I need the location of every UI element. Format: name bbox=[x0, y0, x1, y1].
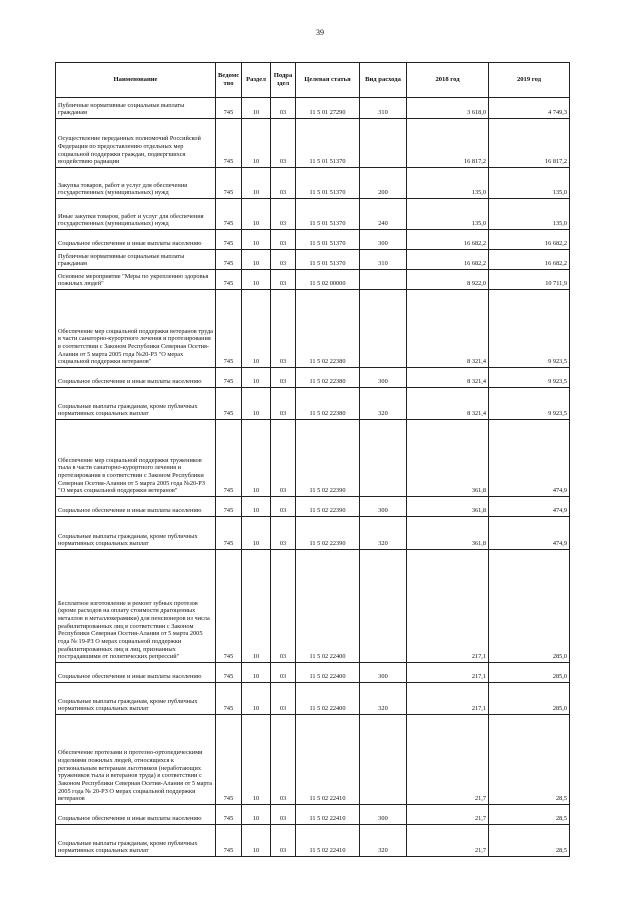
table-row bbox=[56, 420, 570, 497]
expense-type-cell: 320 bbox=[360, 683, 407, 715]
razdel-cell: 10 bbox=[242, 270, 271, 290]
razdel-cell: 10 bbox=[242, 168, 271, 199]
expense-type-cell: 300 bbox=[360, 805, 407, 825]
podrazdel-cell: 03 bbox=[271, 805, 296, 825]
amount-2019-cell: 10 711,9 bbox=[489, 270, 570, 290]
amount-2019-cell: 9 923,5 bbox=[489, 290, 570, 368]
target-article-cell: 11 5 02 22410 bbox=[296, 825, 360, 857]
ved-cell: 745 bbox=[216, 368, 242, 388]
razdel-cell: 10 bbox=[242, 683, 271, 715]
razdel-cell: 10 bbox=[242, 250, 271, 270]
row-name-cell: Обеспечение протезами и протезно-ортопедическими изделиями пожилых людей, относящихся к региональным ветеранам льготников (неработающих тружеников тыла и ветеранов труда) в соответствии с Законом Республики Северная Осетия-Алания от 5 марта 2005 года № 20-РЗ О мерах социальной поддержки ветеранов bbox=[56, 715, 216, 805]
table-row bbox=[56, 497, 570, 517]
ved-cell: 745 bbox=[216, 290, 242, 368]
table-row bbox=[56, 825, 570, 857]
ved-cell: 745 bbox=[216, 663, 242, 683]
podrazdel-cell: 03 bbox=[271, 98, 296, 119]
amount-2019-cell: 474,9 bbox=[489, 497, 570, 517]
razdel-cell: 10 bbox=[242, 805, 271, 825]
amount-2018-cell: 361,8 bbox=[407, 420, 489, 497]
expense-type-cell: 300 bbox=[360, 663, 407, 683]
expense-type-cell: 310 bbox=[360, 250, 407, 270]
row-name-cell: Закупка товаров, работ и услуг для обеспечения государственных (муниципальных) нужд bbox=[56, 168, 216, 199]
razdel-cell: 10 bbox=[242, 497, 271, 517]
expense-type-cell bbox=[360, 270, 407, 290]
row-name-cell: Социальные выплаты гражданам, кроме публичных нормативных социальных выплат bbox=[56, 683, 216, 715]
row-name-cell: Социальное обеспечение и иные выплаты населению bbox=[56, 663, 216, 683]
target-article-cell: 11 5 02 22380 bbox=[296, 388, 360, 420]
podrazdel-cell: 03 bbox=[271, 168, 296, 199]
podrazdel-cell: 03 bbox=[271, 368, 296, 388]
target-article-cell: 11 5 02 22400 bbox=[296, 663, 360, 683]
amount-2018-cell: 3 618,0 bbox=[407, 98, 489, 119]
expense-type-cell: 200 bbox=[360, 168, 407, 199]
amount-2019-cell: 9 923,5 bbox=[489, 388, 570, 420]
row-name-cell: Социальные выплаты гражданам, кроме публичных нормативных социальных выплат bbox=[56, 825, 216, 857]
target-article-cell: 11 5 02 22390 bbox=[296, 517, 360, 550]
row-name-cell: Бесплатное изготовление и ремонт зубных протезов (кроме расходов на оплату стоимости драгоценных металлов и металлокерамики) для пенсионеров из числа реабилитированных лиц в соответствии с Законом Республики Северная Осетия-Алания от 5 марта 2005 года № 19-РЗ О мерах социальной поддержки реабилитированных лиц и лиц, признанных пострадавшими от политических репрессий" bbox=[56, 550, 216, 663]
ved-cell: 745 bbox=[216, 270, 242, 290]
column-header-2018: 2018 год bbox=[407, 63, 489, 98]
table-header-row bbox=[56, 63, 570, 98]
amount-2019-cell: 16 817,2 bbox=[489, 119, 570, 168]
table-row bbox=[56, 805, 570, 825]
amount-2018-cell: 361,8 bbox=[407, 517, 489, 550]
amount-2018-cell: 8 922,0 bbox=[407, 270, 489, 290]
table-row bbox=[56, 270, 570, 290]
row-name-cell: Социальное обеспечение и иные выплаты населению bbox=[56, 230, 216, 250]
expense-type-cell bbox=[360, 715, 407, 805]
target-article-cell: 11 5 02 22380 bbox=[296, 368, 360, 388]
row-name-cell: Обеспечение мер социальной поддержки ветеранов труда в части санаторно-курортного лечения и протезирования в соответствии с Законом Республики Северная Осетия-Алания от 5 марта 2005 года №20-РЗ "О мерах социальной поддержки ветеранов" bbox=[56, 290, 216, 368]
amount-2019-cell: 474,9 bbox=[489, 420, 570, 497]
table-row bbox=[56, 98, 570, 119]
amount-2018-cell: 8 321,4 bbox=[407, 368, 489, 388]
expense-type-cell bbox=[360, 119, 407, 168]
ved-cell: 745 bbox=[216, 825, 242, 857]
row-name-cell: Социальные выплаты гражданам, кроме публичных нормативных социальных выплат bbox=[56, 388, 216, 420]
table-row bbox=[56, 230, 570, 250]
column-header-ved: Ведомс тво bbox=[216, 63, 242, 98]
podrazdel-cell: 03 bbox=[271, 250, 296, 270]
table-body bbox=[56, 98, 570, 857]
amount-2018-cell: 361,8 bbox=[407, 497, 489, 517]
podrazdel-cell: 03 bbox=[271, 517, 296, 550]
amount-2019-cell: 16 682,2 bbox=[489, 230, 570, 250]
table-row bbox=[56, 168, 570, 199]
razdel-cell: 10 bbox=[242, 517, 271, 550]
razdel-cell: 10 bbox=[242, 230, 271, 250]
target-article-cell: 11 5 02 22410 bbox=[296, 715, 360, 805]
amount-2018-cell: 8 321,4 bbox=[407, 290, 489, 368]
target-article-cell: 11 5 02 22390 bbox=[296, 420, 360, 497]
row-name-cell: Осуществление переданных полномочий Российской Федерации по предоставлению отдельных мер социальной поддержки граждан, подвергшихся воздействию радиации bbox=[56, 119, 216, 168]
podrazdel-cell: 03 bbox=[271, 825, 296, 857]
target-article-cell: 11 5 02 00000 bbox=[296, 270, 360, 290]
podrazdel-cell: 03 bbox=[271, 290, 296, 368]
ved-cell: 745 bbox=[216, 98, 242, 119]
razdel-cell: 10 bbox=[242, 420, 271, 497]
target-article-cell: 11 5 01 51370 bbox=[296, 119, 360, 168]
ved-cell: 745 bbox=[216, 388, 242, 420]
table-row bbox=[56, 290, 570, 368]
podrazdel-cell: 03 bbox=[271, 199, 296, 230]
razdel-cell: 10 bbox=[242, 199, 271, 230]
column-header-podrazdel: Подра здел bbox=[271, 63, 296, 98]
ved-cell: 745 bbox=[216, 420, 242, 497]
amount-2018-cell: 135,0 bbox=[407, 168, 489, 199]
expense-type-cell: 310 bbox=[360, 98, 407, 119]
amount-2019-cell: 28,5 bbox=[489, 715, 570, 805]
budget-table bbox=[55, 62, 570, 857]
amount-2019-cell: 16 682,2 bbox=[489, 250, 570, 270]
row-name-cell: Публичные нормативные социальные выплаты гражданам bbox=[56, 98, 216, 119]
ved-cell: 745 bbox=[216, 497, 242, 517]
expense-type-cell bbox=[360, 290, 407, 368]
ved-cell: 745 bbox=[216, 715, 242, 805]
amount-2019-cell: 285,0 bbox=[489, 663, 570, 683]
podrazdel-cell: 03 bbox=[271, 230, 296, 250]
table-row bbox=[56, 250, 570, 270]
table-row bbox=[56, 199, 570, 230]
ved-cell: 745 bbox=[216, 517, 242, 550]
expense-type-cell: 320 bbox=[360, 517, 407, 550]
table-row bbox=[56, 550, 570, 663]
expense-type-cell: 240 bbox=[360, 199, 407, 230]
amount-2019-cell: 285,0 bbox=[489, 550, 570, 663]
table-row bbox=[56, 119, 570, 168]
expense-type-cell: 300 bbox=[360, 230, 407, 250]
target-article-cell: 11 5 01 51370 bbox=[296, 168, 360, 199]
target-article-cell: 11 5 02 22400 bbox=[296, 683, 360, 715]
podrazdel-cell: 03 bbox=[271, 388, 296, 420]
row-name-cell: Социальное обеспечение и иные выплаты населению bbox=[56, 497, 216, 517]
target-article-cell: 11 5 02 22410 bbox=[296, 805, 360, 825]
expense-type-cell bbox=[360, 420, 407, 497]
ved-cell: 745 bbox=[216, 119, 242, 168]
amount-2019-cell: 28,5 bbox=[489, 825, 570, 857]
row-name-cell: Основное мероприятие "Меры по укреплению здоровья пожилых людей" bbox=[56, 270, 216, 290]
expense-type-cell: 320 bbox=[360, 825, 407, 857]
razdel-cell: 10 bbox=[242, 290, 271, 368]
amount-2018-cell: 217,1 bbox=[407, 550, 489, 663]
expense-type-cell: 300 bbox=[360, 497, 407, 517]
page-number: 39 bbox=[316, 28, 324, 37]
expense-type-cell bbox=[360, 550, 407, 663]
ved-cell: 745 bbox=[216, 550, 242, 663]
amount-2019-cell: 135,0 bbox=[489, 199, 570, 230]
razdel-cell: 10 bbox=[242, 825, 271, 857]
ved-cell: 745 bbox=[216, 683, 242, 715]
amount-2019-cell: 474,9 bbox=[489, 517, 570, 550]
row-name-cell: Социальные выплаты гражданам, кроме публичных нормативных социальных выплат bbox=[56, 517, 216, 550]
target-article-cell: 11 5 02 22400 bbox=[296, 550, 360, 663]
expense-type-cell: 320 bbox=[360, 388, 407, 420]
amount-2019-cell: 285,0 bbox=[489, 683, 570, 715]
target-article-cell: 11 5 02 22390 bbox=[296, 497, 360, 517]
razdel-cell: 10 bbox=[242, 715, 271, 805]
table-row bbox=[56, 388, 570, 420]
amount-2018-cell: 16 817,2 bbox=[407, 119, 489, 168]
amount-2018-cell: 217,1 bbox=[407, 663, 489, 683]
podrazdel-cell: 03 bbox=[271, 420, 296, 497]
amount-2018-cell: 8 321,4 bbox=[407, 388, 489, 420]
amount-2019-cell: 28,5 bbox=[489, 805, 570, 825]
podrazdel-cell: 03 bbox=[271, 119, 296, 168]
ved-cell: 745 bbox=[216, 805, 242, 825]
column-header-name: Наименование bbox=[56, 63, 216, 98]
amount-2019-cell: 4 749,3 bbox=[489, 98, 570, 119]
target-article-cell: 11 5 01 51370 bbox=[296, 230, 360, 250]
amount-2018-cell: 21,7 bbox=[407, 805, 489, 825]
amount-2019-cell: 9 923,5 bbox=[489, 368, 570, 388]
table-row bbox=[56, 683, 570, 715]
table-row bbox=[56, 368, 570, 388]
ved-cell: 745 bbox=[216, 230, 242, 250]
amount-2018-cell: 16 682,2 bbox=[407, 250, 489, 270]
target-article-cell: 11 5 02 22380 bbox=[296, 290, 360, 368]
row-name-cell: Иные закупки товаров, работ и услуг для обеспечения государственных (муниципальных) нужд bbox=[56, 199, 216, 230]
amount-2019-cell: 135,0 bbox=[489, 168, 570, 199]
ved-cell: 745 bbox=[216, 250, 242, 270]
row-name-cell: Обеспечение мер социальной поддержки тружеников тыла в части санаторно-курортного лечения и протезирования в соответствии с Законом Республики Северная Осетия-Алания от 5 марта 2005 года №20-РЗ "О мерах социальной поддержки ветеранов" bbox=[56, 420, 216, 497]
razdel-cell: 10 bbox=[242, 368, 271, 388]
ved-cell: 745 bbox=[216, 199, 242, 230]
podrazdel-cell: 03 bbox=[271, 550, 296, 663]
row-name-cell: Публичные нормативные социальные выплаты гражданам bbox=[56, 250, 216, 270]
podrazdel-cell: 03 bbox=[271, 663, 296, 683]
amount-2018-cell: 21,7 bbox=[407, 825, 489, 857]
podrazdel-cell: 03 bbox=[271, 497, 296, 517]
amount-2018-cell: 16 682,2 bbox=[407, 230, 489, 250]
column-header-razdel: Раздел bbox=[242, 63, 271, 98]
target-article-cell: 11 5 01 51370 bbox=[296, 199, 360, 230]
target-article-cell: 11 5 01 27290 bbox=[296, 98, 360, 119]
razdel-cell: 10 bbox=[242, 388, 271, 420]
table-row bbox=[56, 517, 570, 550]
amount-2018-cell: 217,1 bbox=[407, 683, 489, 715]
expense-type-cell: 300 bbox=[360, 368, 407, 388]
table-row bbox=[56, 715, 570, 805]
razdel-cell: 10 bbox=[242, 663, 271, 683]
podrazdel-cell: 03 bbox=[271, 683, 296, 715]
column-header-expense-type: Вид расхода bbox=[360, 63, 407, 98]
razdel-cell: 10 bbox=[242, 119, 271, 168]
row-name-cell: Социальное обеспечение и иные выплаты населению bbox=[56, 805, 216, 825]
razdel-cell: 10 bbox=[242, 98, 271, 119]
target-article-cell: 11 5 01 51370 bbox=[296, 250, 360, 270]
podrazdel-cell: 03 bbox=[271, 715, 296, 805]
ved-cell: 745 bbox=[216, 168, 242, 199]
amount-2018-cell: 135,0 bbox=[407, 199, 489, 230]
row-name-cell: Социальное обеспечение и иные выплаты населению bbox=[56, 368, 216, 388]
amount-2018-cell: 21,7 bbox=[407, 715, 489, 805]
column-header-target-article: Целевая статья bbox=[296, 63, 360, 98]
table-row bbox=[56, 663, 570, 683]
column-header-2019: 2019 год bbox=[489, 63, 570, 98]
podrazdel-cell: 03 bbox=[271, 270, 296, 290]
razdel-cell: 10 bbox=[242, 550, 271, 663]
